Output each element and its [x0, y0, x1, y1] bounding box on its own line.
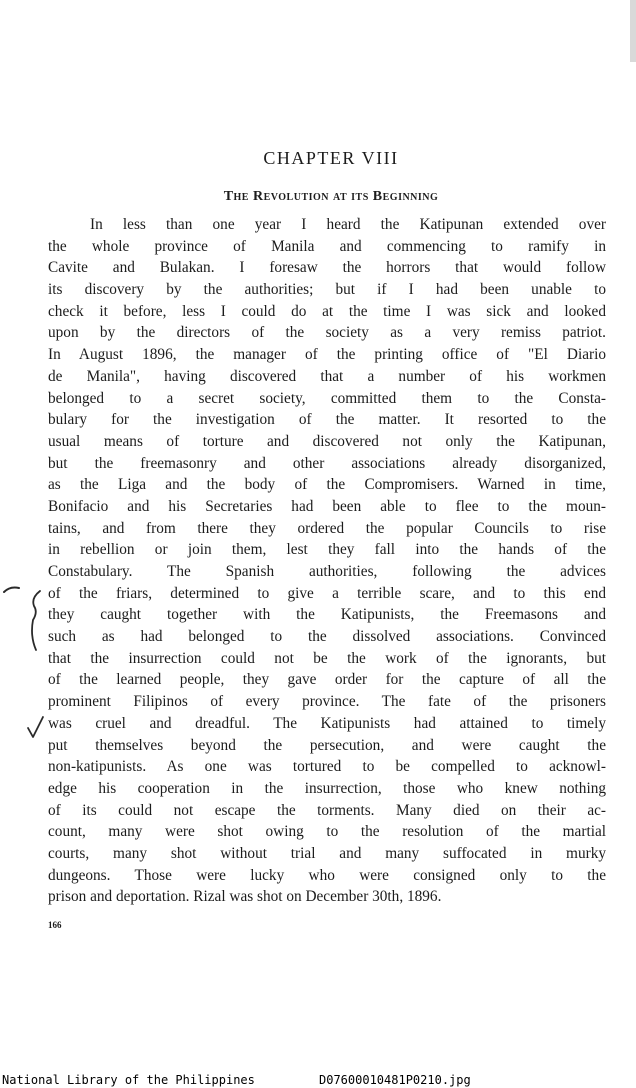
text-line: but the freemasonry and other associations already disorganized,: [48, 454, 606, 472]
text-line: Bonifacio and his Secretaries had been able to flee to the moun-: [48, 497, 606, 515]
text-line: Constabulary. The Spanish authorities, following the advices: [48, 563, 606, 580]
text-line: non-katipunists. As one was tortured to be compelled to acknowl-: [48, 758, 606, 776]
chapter-subtitle: The Revolution at its Beginning: [223, 189, 439, 204]
margin-bracket-mark: [32, 591, 40, 650]
text-line: Cavite and Bulakan. I foresaw the horrors that would follow: [48, 259, 606, 277]
margin-check-mark: [28, 717, 43, 737]
text-line: bulary for the investigation of the matter. It resorted to the: [48, 411, 606, 429]
text-line: prominent Filipinos of every province. The fate of the prisoners: [48, 693, 606, 711]
text-line: of the friars, determined to give a terrible scare, and to this end: [48, 584, 606, 602]
text-line: in rebellion or join them, lest they fall into the hands of the: [48, 541, 606, 559]
file-id: D07600010481P0210.jpg: [319, 1073, 471, 1087]
text-line: of the learned people, they gave order for the capture of all the: [48, 671, 606, 689]
text-line: its discovery by the authorities; but if I had been unable to: [48, 281, 606, 299]
text-line: prison and deportation. Rizal was shot on December 30th, 1896.: [48, 888, 442, 906]
text-line: tains, and from there they ordered the popular Councils to rise: [48, 519, 606, 537]
text-line: count, many were shot owing to the resolution of the martial: [48, 823, 606, 841]
text-line: In August 1896, the manager of the printing office of "El Diario: [48, 346, 606, 364]
text-line: upon by the directors of the society as a very remiss patriot.: [48, 324, 606, 342]
margin-dash-mark: [4, 588, 19, 593]
text-line: such as had belonged to the dissolved associations. Convinced: [48, 628, 606, 646]
page-number: 166: [48, 920, 62, 930]
text-line: belonged to a secret society, committed them to the Consta-: [48, 389, 606, 407]
library-credit: National Library of the Philippines: [2, 1073, 255, 1087]
text-line: put themselves beyond the persecution, and were caught the: [48, 736, 606, 754]
text-line: courts, many shot without trial and many suffocated in murky: [48, 844, 606, 862]
handwritten-margin-marks: [0, 0, 60, 760]
text-line: de Manila", having discovered that a number of his workmen: [48, 367, 606, 385]
text-line: they caught together with the Katipunists, the Freemasons and: [48, 606, 606, 624]
text-line: check it before, less I could do at the time I was sick and looked: [48, 302, 606, 320]
body-text: [48, 214, 606, 908]
text-line: edge his cooperation in the insurrection, those who knew nothing: [48, 779, 606, 797]
chapter-title: CHAPTER VIII: [263, 148, 399, 168]
text-line: dungeons. Those were lucky who were consigned only to the: [48, 866, 606, 884]
text-line: usual means of torture and discovered not only the Katipunan,: [48, 432, 606, 450]
page-edge-shadow: [630, 0, 636, 62]
text-line: that the insurrection could not be the work of the ignorants, but: [48, 649, 606, 667]
text-line: In less than one year I heard the Katipunan extended over: [90, 216, 606, 233]
text-line: of its could not escape the torments. Many died on their ac-: [48, 801, 606, 819]
text-line: was cruel and dreadful. The Katipunists had attained to timely: [48, 714, 606, 732]
text-line: as the Liga and the body of the Compromisers. Warned in time,: [48, 476, 606, 494]
text-line: the whole province of Manila and commencing to ramify in: [48, 237, 606, 255]
